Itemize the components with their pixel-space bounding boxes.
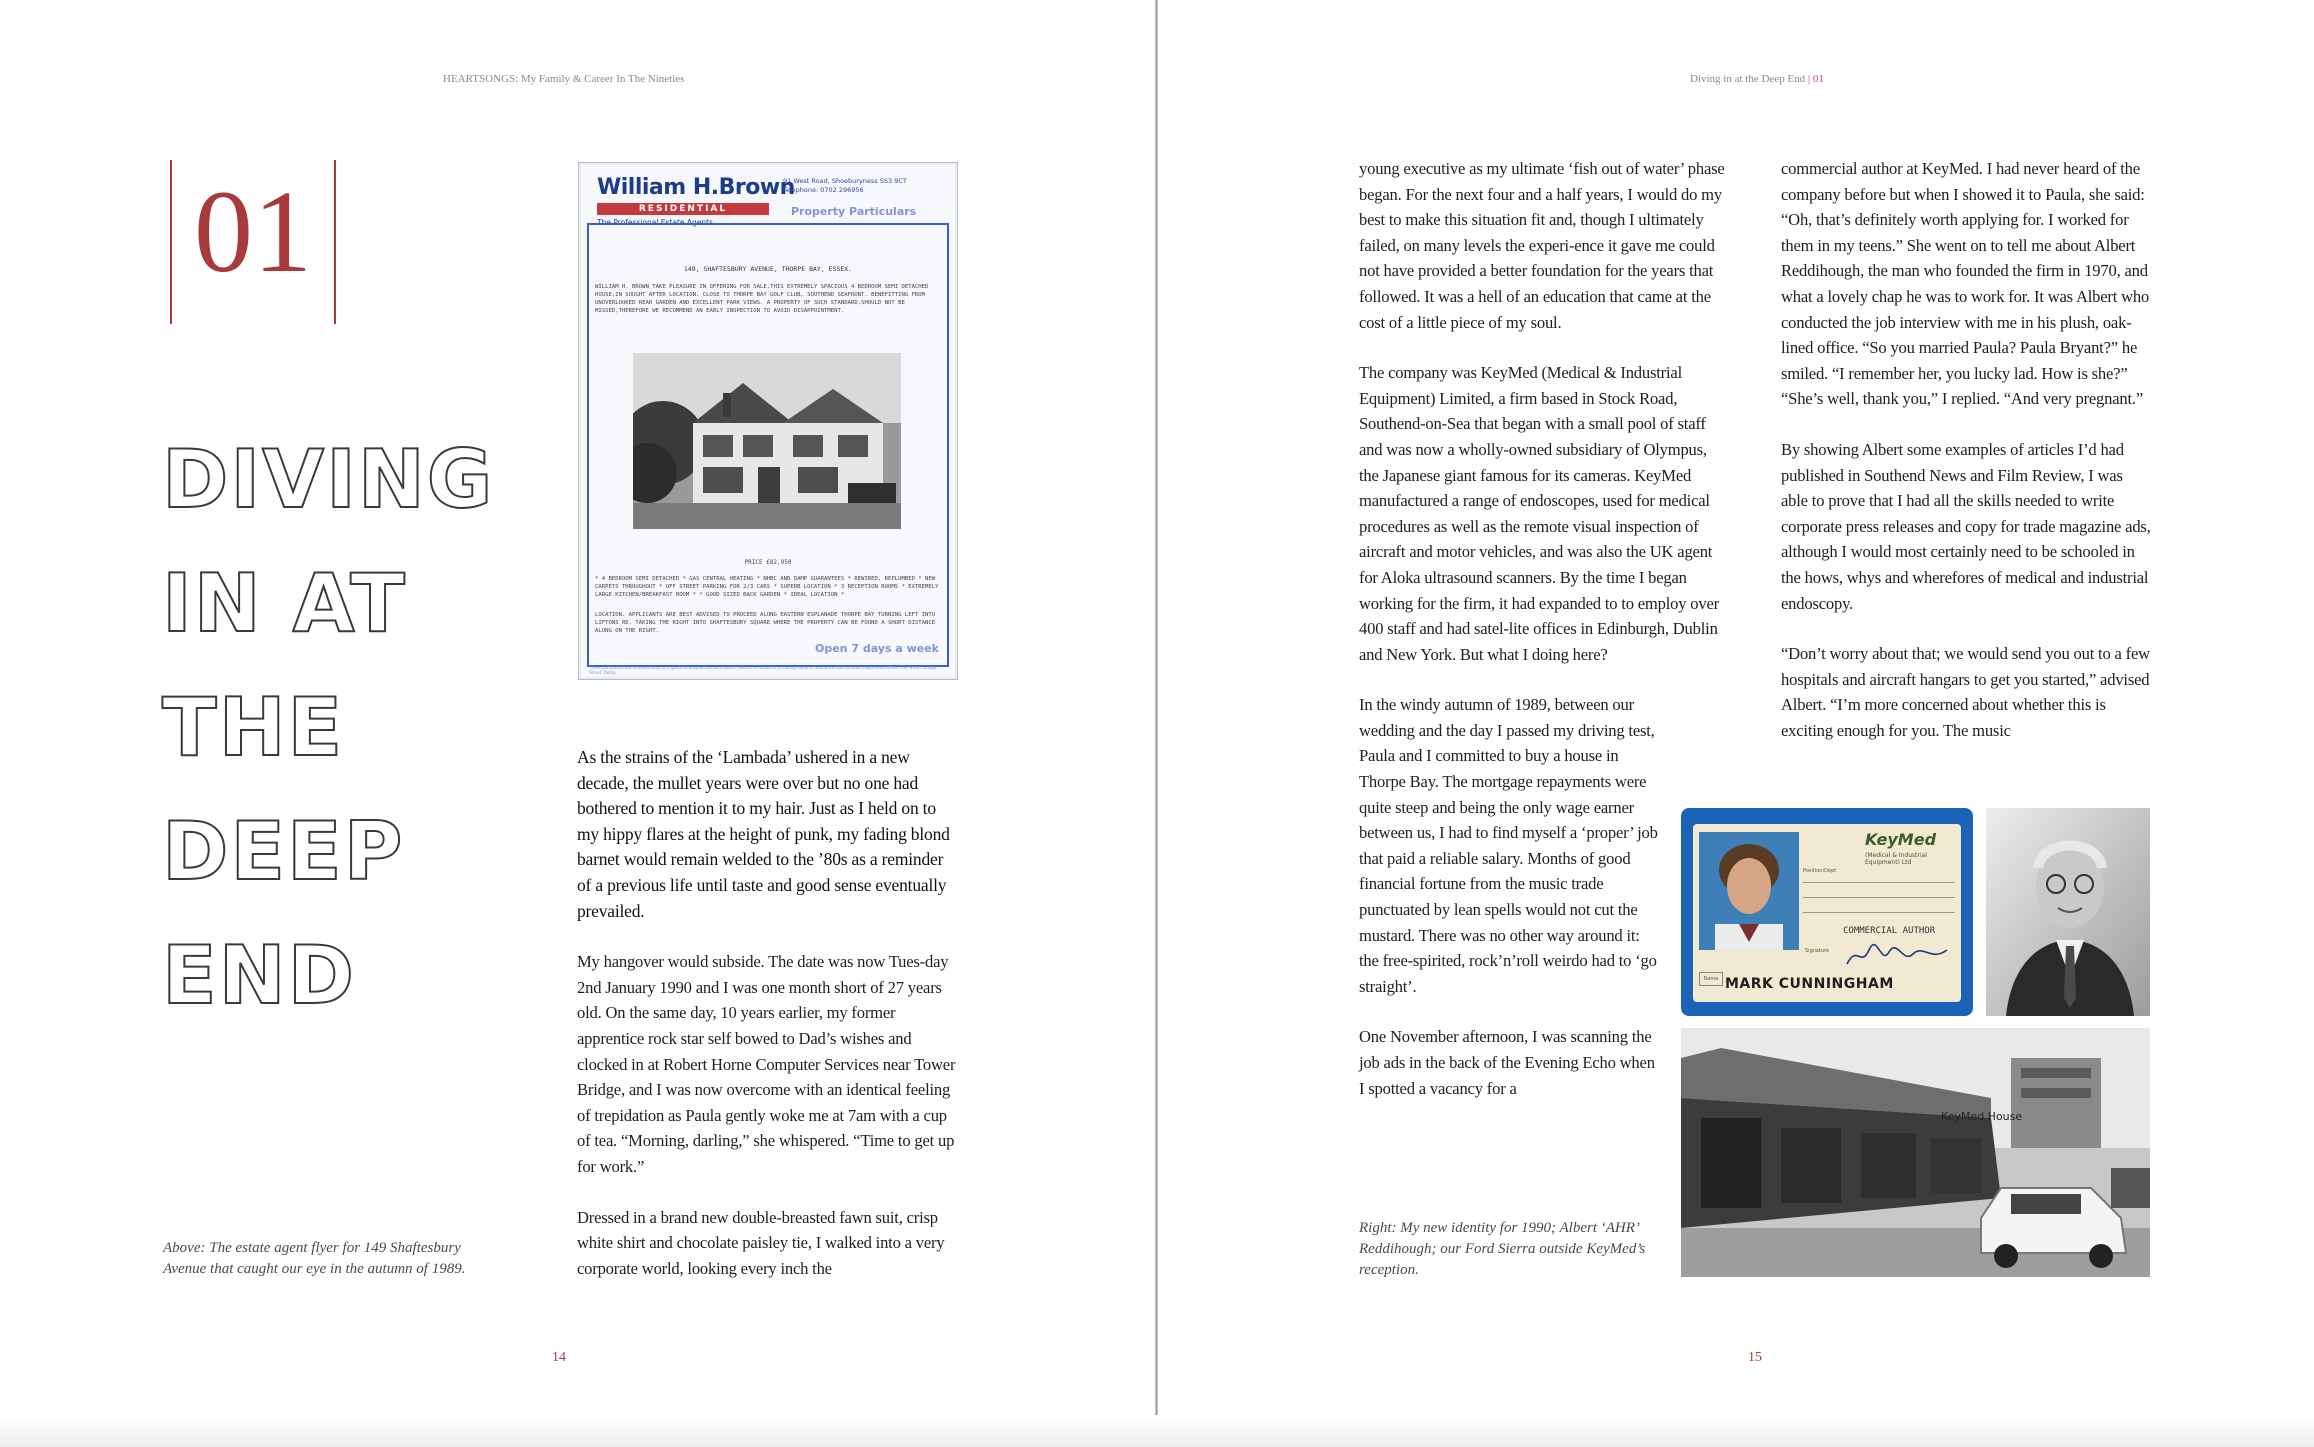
flyer-brand-sub: RESIDENTIAL xyxy=(597,203,769,215)
id-signature-label: Signature xyxy=(1805,948,1830,954)
id-position-label: Position/Dept xyxy=(1803,868,1955,883)
keymed-building-photo xyxy=(1681,1028,2150,1277)
flyer-caption: Above: The estate agent flyer for 149 Shaftesbury Avenue that caught our eye in the autumn of 1989. xyxy=(163,1240,466,1277)
body-paragraph: My hangover would subside. The date was now Tues-day 2nd January 1990 and I was one month short of 27 years old. On the same day, 10 years earlier, my former apprentice rock star self bowed to Dad’s wishes and clocked in at Robert Horne Computer Services near Tower Bridge, and I was now overcome with an identical feeling of trepidation as Paula gently woke me at 7am with a cup of tea. “Morning, darling,” she whispered. “Time to get up for work.” xyxy=(577,952,956,1176)
id-name-label: Name xyxy=(1699,972,1723,986)
chapter-title-line: DIVING xyxy=(162,433,495,526)
running-head-number: 01 xyxy=(1812,73,1824,85)
bottom-shadow xyxy=(0,1415,2314,1447)
running-head-separator: | xyxy=(1805,73,1813,85)
flyer-address: 91 West Road, Shoeburyness SS3 9CT Telephone: 0702 296956 xyxy=(783,177,907,194)
chapter-title-line: THE xyxy=(162,681,345,774)
id-card-subtitle: (Medical & Industrial Equipment) Ltd xyxy=(1865,852,1927,866)
right-body-column-2 xyxy=(1781,156,2151,768)
chapter-number-box xyxy=(170,160,336,324)
id-field-line xyxy=(1803,883,1955,898)
body-paragraph: commercial author at KeyMed. I had never heard of the company before but when I showed it to Paula, she said: “Oh, that’s definitely worth applying for. I worked for them in my teens.” She went on to tell me about Albert Reddihough, the man who founded the firm in 1970, and what a lovely chap he was to work for. It was Albert who conducted the job interview with me in his plush, oak-lined office. “So you married Paula? Paula Bryant?” he smiled. “I remember her, you lucky lad. How is she?” “She’s well, thank you,” I replied. “And very pregnant.” xyxy=(1781,159,2150,409)
id-field-line xyxy=(1803,898,1955,913)
running-head-right xyxy=(1690,73,1824,85)
id-card xyxy=(1693,824,1961,1002)
running-head-left: HEARTSONGS: My Family & Career In The Nineties xyxy=(443,73,685,85)
flyer-features: * 4 BEDROOM SEMI DETACHED * GAS CENTRAL HEATING * NHBC AND DAMP GUARANTEES * REWIRED, REPLUMBED * NEW CARPETS THROUGHOUT * OFF STREET PARKING FOR 2/3 CARS * SUPERB LOCATION * 3 RECEPTION ROOMS * EXTREMELY LARGE KITCHEN/BREAKFAST ROOM * * GOOD SIZED BACK GARDEN * IDEAL LOCATION * xyxy=(595,576,939,598)
flyer-location: LOCATION. APPLICANTS ARE BEST ADVISED TO PROCEED ALONG EASTERN ESPLANADE THORPE BAY TURNING LEFT INTO LIFTONS RD, TAKING THE RIGHT INTO SHAFTESBURY SQUARE WHERE THE PROPERTY CAN BE FOUND A SHORT DISTANCE ALONG ON THE RIGHT. xyxy=(595,612,936,634)
id-card-fields xyxy=(1803,868,1955,913)
flyer-frame xyxy=(587,223,949,667)
body-paragraph: In the windy autumn of 1989, between our wedding and the day I passed my driving test, Paula and I committed to buy a house in Thorpe Bay. The mortgage repayments were quite steep and being the only wage earner between us, I had to find myself a ‘proper’ job that paid a reliable salary. Months of good financial fortune from the music trade punctuated by lean spells would not cut the mustard. There was no other way around it: the free-spirited, rock’n’roll weirdo had to ‘go straight’. xyxy=(1359,695,1658,996)
id-card-photo xyxy=(1681,808,1973,1016)
body-paragraph: Dressed in a brand new double-breasted fawn suit, crisp white shirt and chocolate paisley tie, I walked into a very corporate world, looking every inch the xyxy=(577,1207,945,1278)
right-body-column-1 xyxy=(1359,156,1729,1126)
signature xyxy=(1843,942,1951,970)
id-card-name: MARK CUNNINGHAM xyxy=(1725,976,1894,992)
running-head-title: Diving in at the Deep End xyxy=(1690,73,1806,85)
chapter-title-line: DEEP xyxy=(162,805,405,898)
id-card-position: COMMERCIAL AUTHOR xyxy=(1843,926,1936,936)
lead-paragraph: As the strains of the ‘Lambada’ ushered in a new decade, the mullet years were over but no one had bothered to mention it to my hair. Just as I held on to my hippy flares at the height of punk, my fading blond barnet would remain welded to the ’80s as a reminder of a previous life until taste and good sense eventually prevailed. xyxy=(577,747,950,921)
left-body-column xyxy=(577,745,957,1306)
page-number-right: 15 xyxy=(1748,1350,1762,1365)
flyer-tagline: The Professional Estate Agents xyxy=(597,218,714,227)
chapter-title-line: END xyxy=(162,929,357,1022)
body-paragraph: young executive as my ultimate ‘fish out of water’ phase began. For the next four and a half years, I would do my best to make this situation fit and, though I ultimately failed, on many levels the experi-ence it gave me could not have provided a better foundation for the years that followed. It was a hell of an education that came at the cost of a little piece of my soul. xyxy=(1359,159,1725,332)
chapter-title-line: IN AT xyxy=(162,557,407,650)
flyer-fine-print: These particulars are intended only as a guide to prospective purchasers. William H. Brown is a trading name of Sequence (UK) Limited. Registered Office: The Wharf, Bridge Street, Derby. xyxy=(589,665,937,675)
flyer-open-days: Open 7 days a week xyxy=(815,642,939,655)
flyer-brand: William H.Brown xyxy=(597,175,795,200)
flyer-property-particulars: Property Particulars xyxy=(791,205,917,218)
building-sign: KeyMed House xyxy=(1941,1110,2023,1123)
flyer-price: PRICE £82,950 xyxy=(744,559,792,566)
id-portrait-photo xyxy=(1699,832,1799,950)
body-paragraph: The company was KeyMed (Medical & Industrial Equipment) Limited, a firm based in Stock Road, Southend-on-Sea that began with a small pool of staff and was now a wholly-owned subsidiary of Olympus, the Japanese giant famous for its cameras. KeyMed manufactured a range of endoscopes, used for medical procedures as well as the remote visual inspection of aircraft and motor vehicles, and was also the UK agent for Aloka ultrasound scanners. By the time I began working for the firm, it had expanded to to employ over 400 staff and had satel-lite offices in Edinburgh, Dublin and New York. But what I doing here? xyxy=(1359,363,1719,664)
body-paragraph: One November afternoon, I was scanning the job ads in the back of the Evening Echo when I spotted a vacancy for a xyxy=(1359,1027,1655,1098)
chapter-title xyxy=(162,418,495,1038)
estate-agent-flyer xyxy=(578,162,958,680)
chapter-number: 01 xyxy=(194,166,312,297)
flyer-intro: WILLIAM H. BROWN TAKE PLEASURE IN OFFERING FOR SALE,THIS EXTREMELY SPACIOUS 4 BEDROOM SEMI DETACHED HOUSE,IN SOUGHT AFTER LOCATION. CLOSE TO THORPE BAY GOLF CLUB, SOUTHEND SEAFRONT. BENEFITTING FROM UNOVERLOOKED REAR GARDEN AND EXCELLENT PARK VIEWS. A PROPERTY OF SUCH STANDARD,SHOULD NOT BE MISSED,THEREFORE WE RECOMMEND AN EARLY INSPECTION TO AVOID DISAPPOINTMENT. xyxy=(595,284,929,314)
albert-portrait-photo xyxy=(1986,808,2150,1016)
flyer-heading: 149, SHAFTESBURY AVENUE, THORPE BAY, ESSEX. xyxy=(683,265,853,273)
photos-caption: Right: My new identity for 1990; Albert ‘AHR’ Reddihough; our Ford Sierra outside KeyMed’s reception. xyxy=(1359,1220,1646,1278)
house-photo xyxy=(633,353,901,529)
body-paragraph: “Don’t worry about that; we would send you out to a few hospitals and aircraft hangars to get you started,” advised Albert. “I’m more concerned about whether this is exciting enough for you. The music xyxy=(1781,644,2150,740)
body-paragraph: By showing Albert some examples of articles I’d had published in Southend News and Film Review, I was able to prove that I had all the skills needed to write corporate press releases and copy for trade magazine ads, although I would most certainly need to be schooled in the hows, whys and wherefores of medical and industrial endoscopy. xyxy=(1781,439,2151,613)
left-page xyxy=(0,0,1156,1447)
id-card-logo: KeyMed xyxy=(1865,830,1937,849)
page-number-left: 14 xyxy=(552,1350,566,1365)
